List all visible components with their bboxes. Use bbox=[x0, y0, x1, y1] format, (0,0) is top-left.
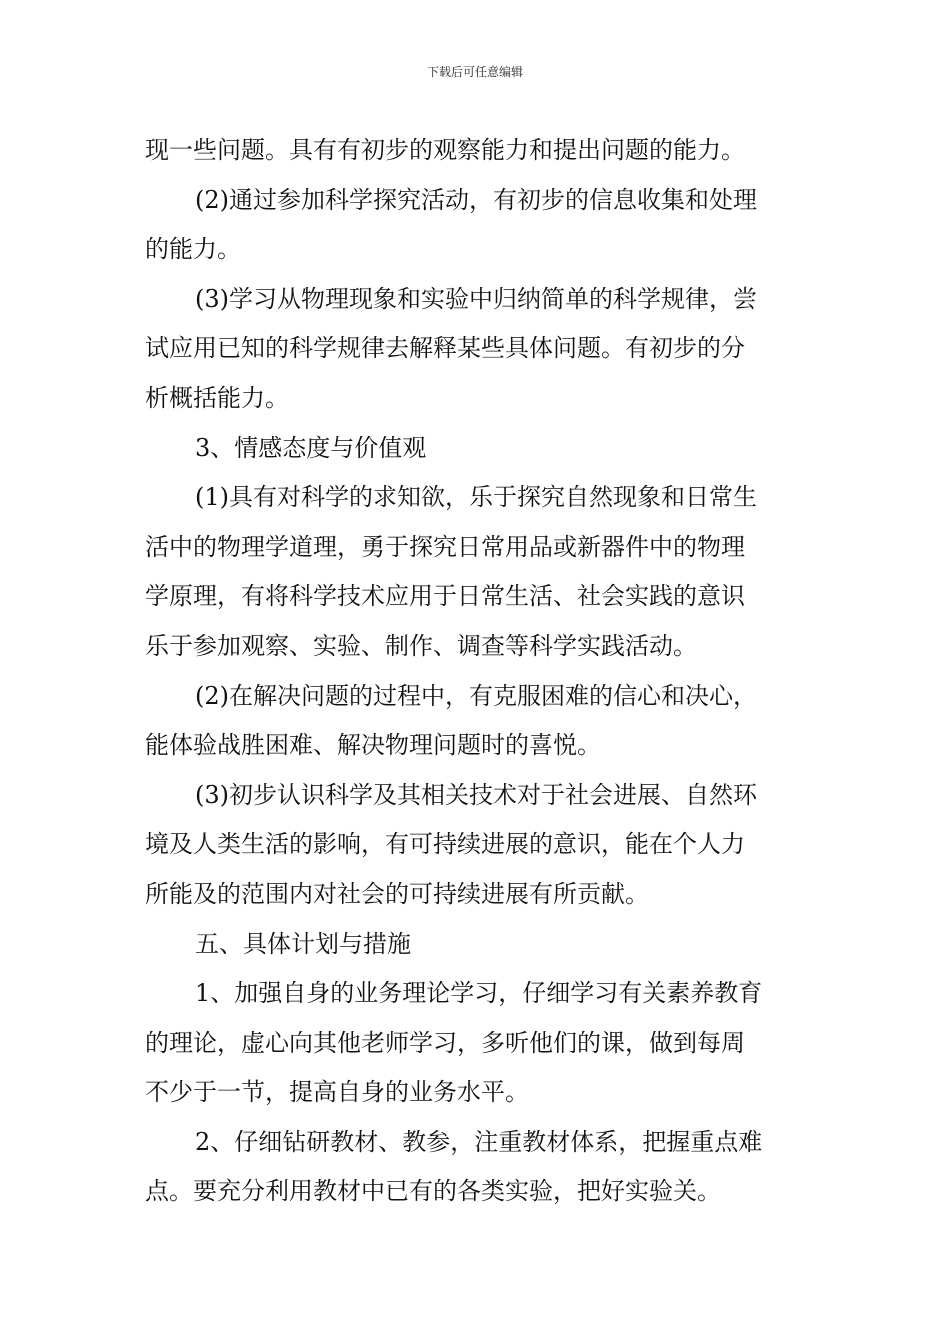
text-line: (1)具有对科学的求知欲，乐于探究自然现象和日常生 bbox=[195, 483, 757, 512]
text-line: 能体验战胜困难、解决物理问题时的喜悦。 bbox=[145, 731, 601, 760]
text-line: 的能力。 bbox=[145, 235, 241, 264]
text-line: (3)学习从物理现象和实验中归纳简单的科学规律，尝 bbox=[195, 284, 757, 313]
text-line: 乐于参加观察、实验、制作、调查等科学实践活动。 bbox=[145, 631, 697, 660]
text-line: 五、具体计划与措施 bbox=[195, 929, 411, 958]
text-line: 现一些问题。具有有初步的观察能力和提出问题的能力。 bbox=[145, 136, 745, 164]
text-line: (2)通过参加科学探究活动，有初步的信息收集和处理 bbox=[195, 185, 757, 214]
text-line: (3)初步认识科学及其相关技术对于社会进展、自然环 bbox=[195, 780, 757, 809]
text-line: 析概括能力。 bbox=[145, 383, 289, 412]
page-header: 下载后可任意编辑 bbox=[426, 65, 523, 79]
text-line: 1、加强自身的业务理论学习，仔细学习有关素养教育 bbox=[195, 979, 763, 1008]
text-line: 活中的物理学道理，勇于探究日常用品或新器件中的物理 bbox=[145, 532, 745, 561]
text-line: 不少于一节，提高自身的业务水平。 bbox=[145, 1078, 529, 1107]
text-line: 学原理，有将科学技术应用于日常生活、社会实践的意识 bbox=[145, 582, 745, 611]
document-body bbox=[145, 126, 810, 1217]
text-line: 点。要充分利用教材中已有的各类实验，把好实验关。 bbox=[145, 1177, 721, 1206]
text-line: 试应用已知的科学规律去解释某些具体问题。有初步的分 bbox=[145, 334, 745, 363]
text-line: 所能及的范围内对社会的可持续进展有所贡献。 bbox=[145, 879, 649, 908]
text-line: 境及人类生活的影响，有可持续进展的意识，能在个人力 bbox=[145, 830, 745, 859]
text-line: 的理论，虚心向其他老师学习，多听他们的课，做到每周 bbox=[145, 1028, 745, 1057]
text-line: 3、情感态度与价值观 bbox=[195, 433, 427, 462]
text-line: 2、仔细钻研教材、教参，注重教材体系，把握重点难 bbox=[195, 1127, 763, 1156]
text-line: (2)在解决问题的过程中，有克服困难的信心和决心， bbox=[195, 681, 757, 710]
